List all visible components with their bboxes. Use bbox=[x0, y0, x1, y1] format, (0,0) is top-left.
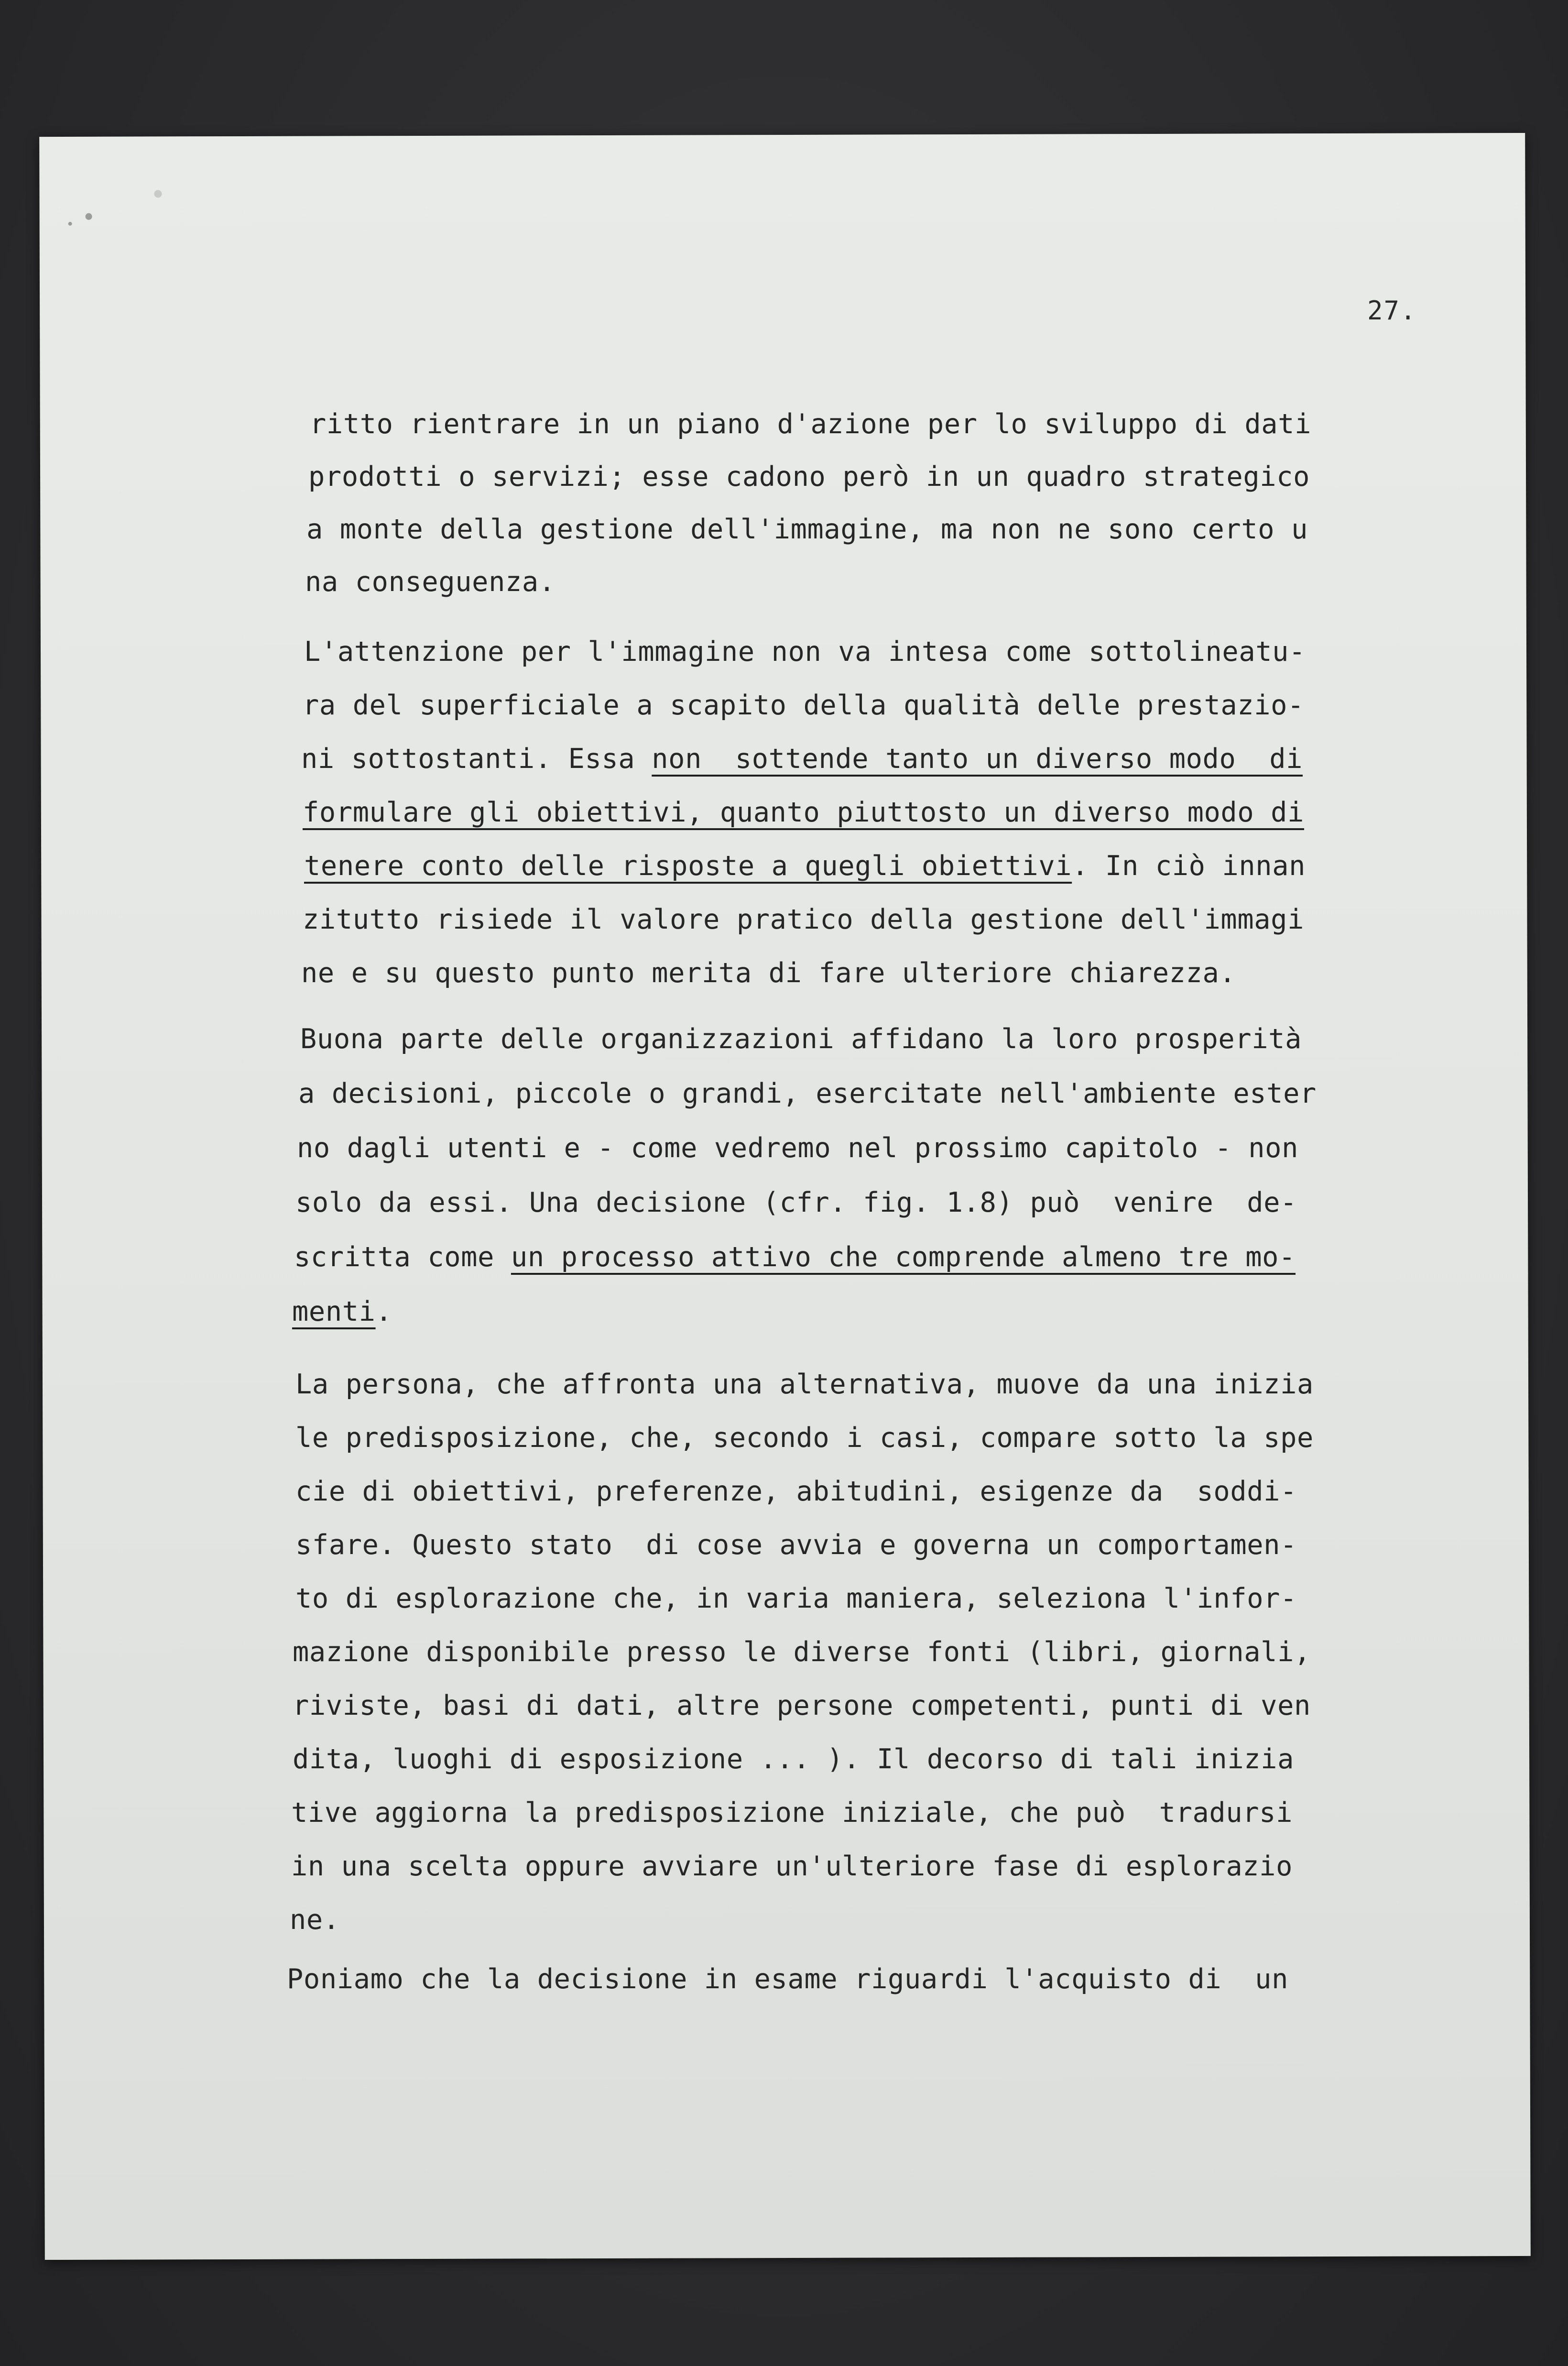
line-text: le predisposizione, che, secondo i casi, compare sotto la spe bbox=[295, 1422, 1314, 1454]
line-text: a monte della gestione dell'immagine, ma non ne sono certo u bbox=[306, 514, 1308, 545]
line-text: riviste, basi di dati, altre persone competenti, punti di ven bbox=[293, 1690, 1311, 1721]
text-line bbox=[308, 460, 1310, 493]
text-line bbox=[300, 1022, 1302, 1056]
line-text: cie di obiettivi, preferenze, abitudini, esigenze da soddi- bbox=[295, 1476, 1297, 1507]
text-line bbox=[287, 1962, 1288, 1996]
text-line bbox=[303, 796, 1304, 829]
text-line bbox=[295, 1528, 1297, 1562]
text-line bbox=[310, 407, 1311, 441]
line-text: tive aggiorna la predisposizione iniziale, che può tradursi bbox=[291, 1797, 1293, 1829]
text-line bbox=[295, 1582, 1297, 1615]
text-line bbox=[297, 1131, 1298, 1165]
text-line bbox=[290, 1903, 340, 1937]
line-text: . In ciò innan bbox=[1072, 850, 1306, 882]
underlined-text: non sottende tanto un diverso modo di bbox=[652, 743, 1303, 775]
line-text: L'attenzione per l'immagine non va intesa come sottolineatu- bbox=[304, 636, 1306, 668]
text-line bbox=[301, 956, 1236, 990]
line-text: Poniamo che la decisione in esame riguardi l'acquisto di un bbox=[287, 1963, 1289, 1995]
text-line bbox=[295, 1475, 1297, 1508]
text-line bbox=[293, 1689, 1311, 1722]
line-text: Buona parte delle organizzazioni affidano la loro prosperità bbox=[300, 1023, 1302, 1055]
text-line bbox=[295, 1186, 1297, 1219]
text-line bbox=[303, 689, 1304, 722]
line-text: mazione disponibile presso le diverse fonti (libri, giornali, bbox=[293, 1636, 1311, 1668]
line-text: ne. bbox=[290, 1904, 340, 1936]
text-line bbox=[303, 903, 1304, 936]
line-text: ne e su questo punto merita di fare ulteriore chiarezza. bbox=[301, 957, 1236, 989]
text-line bbox=[295, 1421, 1314, 1455]
line-text: a decisioni, piccole o grandi, esercitate nell'ambiente ester bbox=[298, 1078, 1317, 1109]
text-line bbox=[304, 849, 1306, 883]
line-text: in una scelta oppure avviare un'ulteriore fase di esplorazio bbox=[291, 1851, 1293, 1882]
text-line bbox=[305, 565, 555, 599]
text-line bbox=[306, 513, 1308, 546]
text-line bbox=[293, 1742, 1294, 1776]
line-text: prodotti o servizi; esse cadono però in un quadro strategico bbox=[308, 461, 1310, 493]
line-text: ni sottostanti. Essa bbox=[301, 743, 652, 775]
text-line bbox=[292, 1295, 392, 1328]
text-line bbox=[295, 1368, 1314, 1401]
line-text: . bbox=[375, 1296, 392, 1327]
text-line bbox=[298, 1077, 1317, 1110]
line-text: dita, luoghi di esposizione ... ). Il decorso di tali inizia bbox=[293, 1743, 1295, 1775]
text-line bbox=[304, 635, 1306, 668]
line-text: ra del superficiale a scapito della qualità delle prestazio- bbox=[303, 690, 1305, 721]
text-line bbox=[294, 1240, 1296, 1274]
underlined-text: menti bbox=[292, 1296, 376, 1327]
line-text: zitutto risiede il valore pratico della gestione dell'immagi bbox=[303, 904, 1305, 935]
underlined-text: formulare gli obiettivi, quanto piuttosto un diverso modo di bbox=[303, 797, 1305, 828]
line-text: La persona, che affronta una alternativa, muove da una inizia bbox=[295, 1369, 1314, 1400]
line-text: no dagli utenti e - come vedremo nel prossimo capitolo - non bbox=[297, 1132, 1299, 1164]
text-line bbox=[301, 742, 1303, 776]
line-text: ritto rientrare in un piano d'azione per lo sviluppo di dati bbox=[310, 408, 1312, 440]
text-line bbox=[291, 1796, 1293, 1829]
line-text: scritta come bbox=[294, 1241, 511, 1273]
line-text: sfare. Questo stato di cose avvia e governa un comportamen- bbox=[295, 1529, 1297, 1561]
page-number: 27. bbox=[1367, 296, 1417, 326]
underlined-text: un processo attivo che comprende almeno tre mo- bbox=[511, 1241, 1296, 1273]
text-line bbox=[293, 1635, 1311, 1669]
line-text: solo da essi. Una decisione (cfr. fig. 1.8) può venire de- bbox=[295, 1187, 1297, 1218]
underlined-text: tenere conto delle risposte a quegli obiettivi bbox=[304, 850, 1072, 882]
text-line bbox=[291, 1850, 1293, 1883]
line-text: na conseguenza. bbox=[305, 566, 555, 598]
line-text: to di esplorazione che, in varia maniera, seleziona l'infor- bbox=[295, 1583, 1297, 1614]
